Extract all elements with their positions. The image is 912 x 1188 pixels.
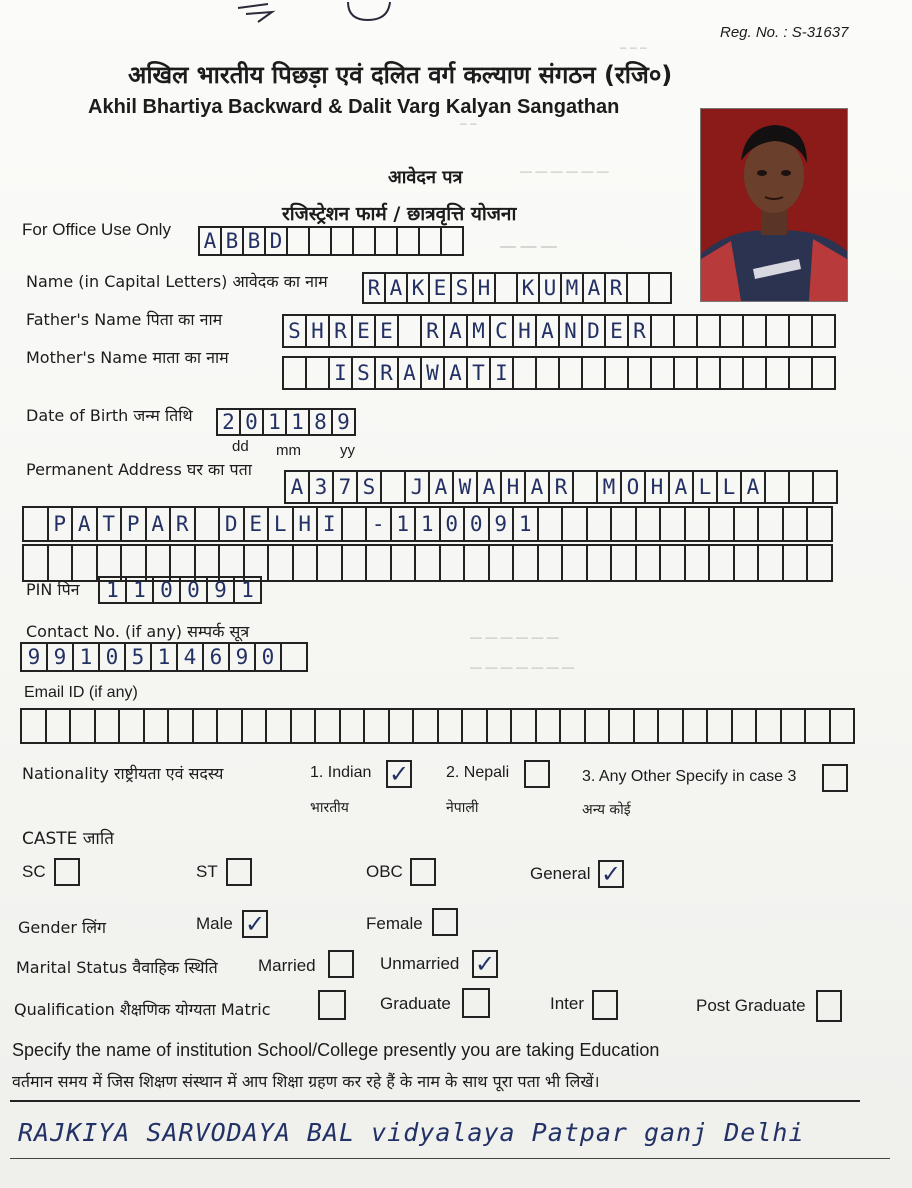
- address-char: [766, 470, 790, 504]
- checkmark-icon: ✓: [388, 760, 410, 788]
- mother-char: W: [422, 356, 445, 390]
- contact-char: 4: [178, 642, 204, 672]
- registration-number: Reg. No. : S-31637: [720, 24, 849, 41]
- address-char: I: [318, 506, 343, 542]
- address-char: 0: [465, 506, 490, 542]
- empty-box: [784, 544, 809, 582]
- email-label: Email ID (if any): [24, 684, 138, 701]
- caste-obc-label: OBC: [366, 862, 403, 881]
- contact-char: 5: [126, 642, 152, 672]
- dob-year-caption: yy: [340, 442, 355, 459]
- empty-box: [367, 544, 392, 582]
- address-char: [382, 470, 406, 504]
- empty-box: [354, 226, 376, 256]
- empty-box: [637, 544, 662, 582]
- nationality-option-other: 3. Any Other Specify in case 3: [582, 768, 797, 785]
- empty-box: [390, 708, 415, 744]
- contact-char: [282, 642, 308, 672]
- empty-box: [439, 708, 464, 744]
- father-char: R: [422, 314, 445, 348]
- empty-box: [376, 226, 398, 256]
- pin-char: 0: [154, 576, 181, 604]
- empty-box: [684, 708, 709, 744]
- address-line-1[interactable]: [284, 470, 838, 504]
- father-char: S: [284, 314, 307, 348]
- email-field[interactable]: [20, 708, 855, 744]
- caste-sc-checkbox[interactable]: [54, 858, 80, 886]
- father-char: E: [606, 314, 629, 348]
- pin-char: 1: [127, 576, 154, 604]
- form-subtitle-hindi: रजिस्ट्रेशन फार्म / छात्रवृत्ति योजना: [282, 203, 517, 225]
- mother-char: I: [491, 356, 514, 390]
- bleed-through-text: — — — — — —: [470, 630, 559, 644]
- address-char: [343, 506, 368, 542]
- empty-box: [288, 226, 310, 256]
- address-char: P: [122, 506, 147, 542]
- address-label: Permanent Address घर का पता: [26, 460, 252, 479]
- marital-unmarried-checkbox[interactable]: [472, 950, 498, 978]
- address-char: A: [430, 470, 454, 504]
- empty-box: [759, 544, 784, 582]
- bleed-through-text: – –: [460, 116, 477, 130]
- empty-box: [47, 708, 72, 744]
- father-char: C: [491, 314, 514, 348]
- dob-char: 1: [287, 408, 310, 436]
- address-char: 0: [441, 506, 466, 542]
- empty-box: [629, 356, 652, 390]
- address-char: 1: [514, 506, 539, 542]
- contact-char: 6: [204, 642, 230, 672]
- nationality-option-nepali: 2. Nepali: [446, 764, 510, 781]
- empty-box: [488, 708, 513, 744]
- empty-box: [243, 708, 268, 744]
- address-char: [539, 506, 564, 542]
- gender-female-checkbox[interactable]: [432, 908, 458, 936]
- name-char: R: [606, 272, 628, 304]
- empty-box: [145, 708, 170, 744]
- empty-box: [49, 544, 74, 582]
- empty-box: [790, 356, 813, 390]
- empty-box: [514, 356, 537, 390]
- mother-char: [307, 356, 330, 390]
- address-char: A: [526, 470, 550, 504]
- address-line-2[interactable]: [22, 506, 833, 542]
- name-char: S: [452, 272, 474, 304]
- nationality-option-indian: 1. Indian: [310, 764, 372, 781]
- empty-box: [610, 708, 635, 744]
- dob-char: 0: [241, 408, 264, 436]
- empty-box: [169, 708, 194, 744]
- empty-box: [652, 356, 675, 390]
- address-char: 1: [392, 506, 417, 542]
- empty-box: [606, 356, 629, 390]
- pin-label: PIN पिन: [26, 580, 80, 599]
- empty-box: [512, 708, 537, 744]
- gender-male-label: Male: [196, 914, 233, 933]
- gender-label: Gender लिंग: [18, 918, 107, 937]
- org-name-english: Akhil Bhartiya Backward & Dalit Varg Kalyan Sangathan: [88, 96, 620, 118]
- address-char: W: [454, 470, 478, 504]
- contact-char: 9: [230, 642, 256, 672]
- address-char: M: [598, 470, 622, 504]
- empty-box: [514, 544, 539, 582]
- nationality-other-hindi: अन्य कोई: [582, 802, 631, 818]
- marital-married-checkbox[interactable]: [328, 950, 354, 978]
- address-char: [790, 470, 814, 504]
- empty-box: [310, 226, 332, 256]
- empty-box: [757, 708, 782, 744]
- empty-box: [586, 708, 611, 744]
- dob-char: 2: [218, 408, 241, 436]
- empty-box: [442, 226, 464, 256]
- empty-box: [675, 314, 698, 348]
- empty-box: [637, 506, 662, 542]
- address-char: H: [294, 506, 319, 542]
- empty-box: [563, 544, 588, 582]
- mother-char: R: [376, 356, 399, 390]
- empty-box: [392, 544, 417, 582]
- name-char: A: [584, 272, 606, 304]
- address-char: R: [550, 470, 574, 504]
- empty-box: [635, 708, 660, 744]
- pin-char: 0: [181, 576, 208, 604]
- empty-box: [808, 544, 833, 582]
- contact-char: 0: [100, 642, 126, 672]
- empty-box: [790, 314, 813, 348]
- dob-month-caption: mm: [276, 442, 301, 459]
- qualification-inter-checkbox[interactable]: [592, 990, 618, 1020]
- father-name-field[interactable]: [282, 314, 836, 348]
- caste-general-label: General: [530, 864, 591, 883]
- empty-box: [686, 506, 711, 542]
- address-char: T: [98, 506, 123, 542]
- empty-box: [539, 544, 564, 582]
- gender-male-checkbox[interactable]: [242, 910, 268, 938]
- father-char: E: [376, 314, 399, 348]
- empty-box: [561, 708, 586, 744]
- address-char: 7: [334, 470, 358, 504]
- caste-obc-checkbox[interactable]: [410, 858, 436, 886]
- office-use-boxes: [198, 226, 464, 256]
- empty-box: [292, 708, 317, 744]
- address-char: 9: [490, 506, 515, 542]
- empty-box: [73, 544, 98, 582]
- mother-char: S: [353, 356, 376, 390]
- address-char: [563, 506, 588, 542]
- empty-box: [194, 708, 219, 744]
- empty-box: [22, 708, 47, 744]
- address-char: S: [358, 470, 382, 504]
- checkmark-icon: ✓: [600, 860, 622, 888]
- institution-answer-line: [10, 1158, 890, 1159]
- mother-char: I: [330, 356, 353, 390]
- empty-box: [806, 708, 831, 744]
- pin-char: 1: [235, 576, 262, 604]
- name-char: [628, 272, 650, 304]
- empty-box: [721, 356, 744, 390]
- address-char: A: [73, 506, 98, 542]
- empty-box: [612, 544, 637, 582]
- form-title-hindi: आवेदन पत्र: [388, 167, 463, 188]
- empty-box: [767, 314, 790, 348]
- empty-box: [420, 226, 442, 256]
- father-char: [652, 314, 675, 348]
- qualification-matric-checkbox[interactable]: [318, 990, 346, 1020]
- address-char: A: [742, 470, 766, 504]
- mother-char: A: [399, 356, 422, 390]
- institution-label-hindi: वर्तमान समय में जिस शिक्षण संस्थान में आप शिक्षा ग्रहण कर रहे हैं के नाम के साथ पूरा पता भी लिखें।: [12, 1072, 600, 1091]
- empty-box: [784, 506, 809, 542]
- name-label: Name (in Capital Letters) आवेदक का नाम: [26, 272, 328, 291]
- pin-char: 9: [208, 576, 235, 604]
- institution-label: Specify the name of institution School/College presently you are taking Education: [12, 1040, 660, 1060]
- address-char: H: [502, 470, 526, 504]
- address-char: A: [670, 470, 694, 504]
- office-use-char: B: [244, 226, 266, 256]
- contact-char: 1: [74, 642, 100, 672]
- address-char: -: [367, 506, 392, 542]
- empty-box: [831, 708, 856, 744]
- institution-top-line: [10, 1100, 860, 1102]
- caste-st-checkbox[interactable]: [226, 858, 252, 886]
- caste-label: CASTE जाति: [22, 829, 114, 849]
- empty-box: [650, 272, 672, 304]
- empty-box: [708, 708, 733, 744]
- contact-char: 9: [48, 642, 74, 672]
- name-char: K: [518, 272, 540, 304]
- gender-female-label: Female: [366, 914, 423, 933]
- qualification-graduate-checkbox[interactable]: [462, 988, 490, 1018]
- empty-box: [767, 356, 790, 390]
- empty-box: [698, 314, 721, 348]
- empty-box: [782, 708, 807, 744]
- qualification-inter-label: Inter: [550, 994, 585, 1013]
- father-char: [399, 314, 422, 348]
- empty-box: [686, 544, 711, 582]
- name-char: H: [474, 272, 496, 304]
- mother-char: T: [468, 356, 491, 390]
- father-char: A: [445, 314, 468, 348]
- empty-box: [537, 356, 560, 390]
- bleed-through-text: — — — — — — —: [470, 660, 575, 674]
- address-char: J: [406, 470, 430, 504]
- office-use-char: A: [200, 226, 222, 256]
- dob-field[interactable]: [216, 408, 356, 436]
- contact-char: 1: [152, 642, 178, 672]
- father-char: H: [307, 314, 330, 348]
- address-char: A: [147, 506, 172, 542]
- address-char: R: [171, 506, 196, 542]
- empty-box: [341, 708, 366, 744]
- empty-box: [316, 708, 341, 744]
- address-char: [574, 470, 598, 504]
- marital-status-label: Marital Status वैवाहिक स्थिति: [16, 958, 218, 977]
- empty-box: [583, 356, 606, 390]
- name-char: [496, 272, 518, 304]
- father-char: H: [514, 314, 537, 348]
- empty-box: [318, 544, 343, 582]
- empty-box: [721, 314, 744, 348]
- father-char: M: [468, 314, 491, 348]
- top-doodle-mark: [228, 0, 408, 26]
- empty-box: [813, 314, 836, 348]
- bleed-through-text: – – –: [620, 40, 647, 54]
- empty-box: [343, 544, 368, 582]
- name-char: A: [386, 272, 408, 304]
- mother-name-field[interactable]: [282, 356, 836, 390]
- caste-general-checkbox[interactable]: [598, 860, 624, 888]
- marital-unmarried-label: Unmarried: [380, 954, 460, 973]
- mother-char: A: [445, 356, 468, 390]
- name-char: R: [364, 272, 386, 304]
- address-char: E: [245, 506, 270, 542]
- dob-label: Date of Birth जन्म तिथि: [26, 406, 193, 425]
- institution-handwritten-value[interactable]: RAJKIYA SARVODAYA BAL vidyalaya Patpar ganj Delhi: [18, 1118, 805, 1147]
- empty-box: [661, 506, 686, 542]
- office-use-char: B: [222, 226, 244, 256]
- address-char: H: [646, 470, 670, 504]
- address-char: [588, 506, 613, 542]
- name-field[interactable]: [362, 272, 672, 304]
- checkmark-icon: ✓: [244, 910, 266, 938]
- pin-field[interactable]: [98, 576, 262, 604]
- empty-box: [71, 708, 96, 744]
- empty-box: [24, 544, 49, 582]
- nationality-other-checkbox[interactable]: [822, 764, 848, 792]
- empty-box: [710, 544, 735, 582]
- empty-box: [218, 708, 243, 744]
- nationality-nepali-hindi: नेपाली: [446, 800, 479, 816]
- father-char: E: [353, 314, 376, 348]
- empty-box: [560, 356, 583, 390]
- father-char: R: [330, 314, 353, 348]
- nationality-indian-hindi: भारतीय: [310, 800, 349, 816]
- name-char: U: [540, 272, 562, 304]
- father-char: R: [629, 314, 652, 348]
- dob-day-caption: dd: [232, 438, 249, 455]
- bleed-through-handwriting: ​— — —: [500, 238, 557, 255]
- address-char: L: [269, 506, 294, 542]
- address-char: L: [718, 470, 742, 504]
- marital-married-label: Married: [258, 956, 316, 975]
- father-name-label: Father's Name पिता का नाम: [26, 310, 223, 329]
- address-char: [24, 506, 49, 542]
- empty-box: [588, 544, 613, 582]
- father-char: N: [560, 314, 583, 348]
- empty-box: [465, 544, 490, 582]
- father-char: A: [537, 314, 560, 348]
- nationality-label: Nationality राष्ट्रीयता एवं सदस्य: [22, 764, 224, 783]
- empty-box: [813, 356, 836, 390]
- empty-box: [661, 544, 686, 582]
- dob-char: 1: [264, 408, 287, 436]
- caste-sc-label: SC: [22, 862, 46, 881]
- nationality-nepali-checkbox[interactable]: [524, 760, 550, 788]
- empty-box: [735, 506, 760, 542]
- empty-box: [398, 226, 420, 256]
- address-char: A: [286, 470, 310, 504]
- mother-name-label: Mother's Name माता का नाम: [26, 348, 229, 367]
- empty-box: [537, 708, 562, 744]
- contact-field[interactable]: [20, 642, 308, 672]
- empty-box: [710, 506, 735, 542]
- empty-box: [96, 708, 121, 744]
- qualification-graduate-label: Graduate: [380, 994, 451, 1013]
- empty-box: [759, 506, 784, 542]
- empty-box: [267, 708, 292, 744]
- empty-box: [744, 356, 767, 390]
- org-name-hindi: अखिल भारतीय पिछड़ा एवं दलित वर्ग कल्याण संगठन (रजि०): [128, 61, 673, 89]
- name-char: M: [562, 272, 584, 304]
- empty-box: [735, 544, 760, 582]
- address-char: P: [49, 506, 74, 542]
- empty-box: [120, 708, 145, 744]
- empty-box: [744, 314, 767, 348]
- caste-st-label: ST: [196, 862, 218, 881]
- empty-box: [733, 708, 758, 744]
- office-use-char: D: [266, 226, 288, 256]
- address-char: A: [478, 470, 502, 504]
- name-char: E: [430, 272, 452, 304]
- dob-char: 9: [333, 408, 356, 436]
- empty-box: [612, 506, 637, 542]
- empty-box: [675, 356, 698, 390]
- qualification-postgraduate-checkbox[interactable]: [816, 990, 842, 1022]
- address-char: [196, 506, 221, 542]
- pin-char: 1: [100, 576, 127, 604]
- empty-box: [332, 226, 354, 256]
- empty-box: [441, 544, 466, 582]
- name-char: K: [408, 272, 430, 304]
- nationality-indian-checkbox[interactable]: [386, 760, 412, 788]
- contact-char: 9: [22, 642, 48, 672]
- empty-box: [698, 356, 721, 390]
- empty-box: [365, 708, 390, 744]
- address-char: [814, 470, 838, 504]
- dob-char: 8: [310, 408, 333, 436]
- empty-box: [294, 544, 319, 582]
- mother-char: [284, 356, 307, 390]
- empty-box: [463, 708, 488, 744]
- address-char: D: [220, 506, 245, 542]
- address-char: 1: [416, 506, 441, 542]
- empty-box: [414, 708, 439, 744]
- empty-box: [269, 544, 294, 582]
- office-use-label: For Office Use Only: [22, 220, 171, 239]
- empty-box: [659, 708, 684, 744]
- address-char: 3: [310, 470, 334, 504]
- qualification-label: Qualification शैक्षणिक योग्यता Matric: [14, 1000, 271, 1019]
- empty-box: [416, 544, 441, 582]
- address-char: L: [694, 470, 718, 504]
- address-char: O: [622, 470, 646, 504]
- empty-box: [808, 506, 833, 542]
- father-char: D: [583, 314, 606, 348]
- qualification-postgraduate-label: Post Graduate: [696, 996, 806, 1015]
- empty-box: [490, 544, 515, 582]
- bleed-through-text: — — — — — —: [520, 164, 609, 178]
- applicant-photo: [700, 108, 848, 302]
- contact-label: Contact No. (if any) सम्पर्क सूत्र: [26, 622, 250, 641]
- contact-char: 0: [256, 642, 282, 672]
- checkmark-icon: ✓: [474, 950, 496, 978]
